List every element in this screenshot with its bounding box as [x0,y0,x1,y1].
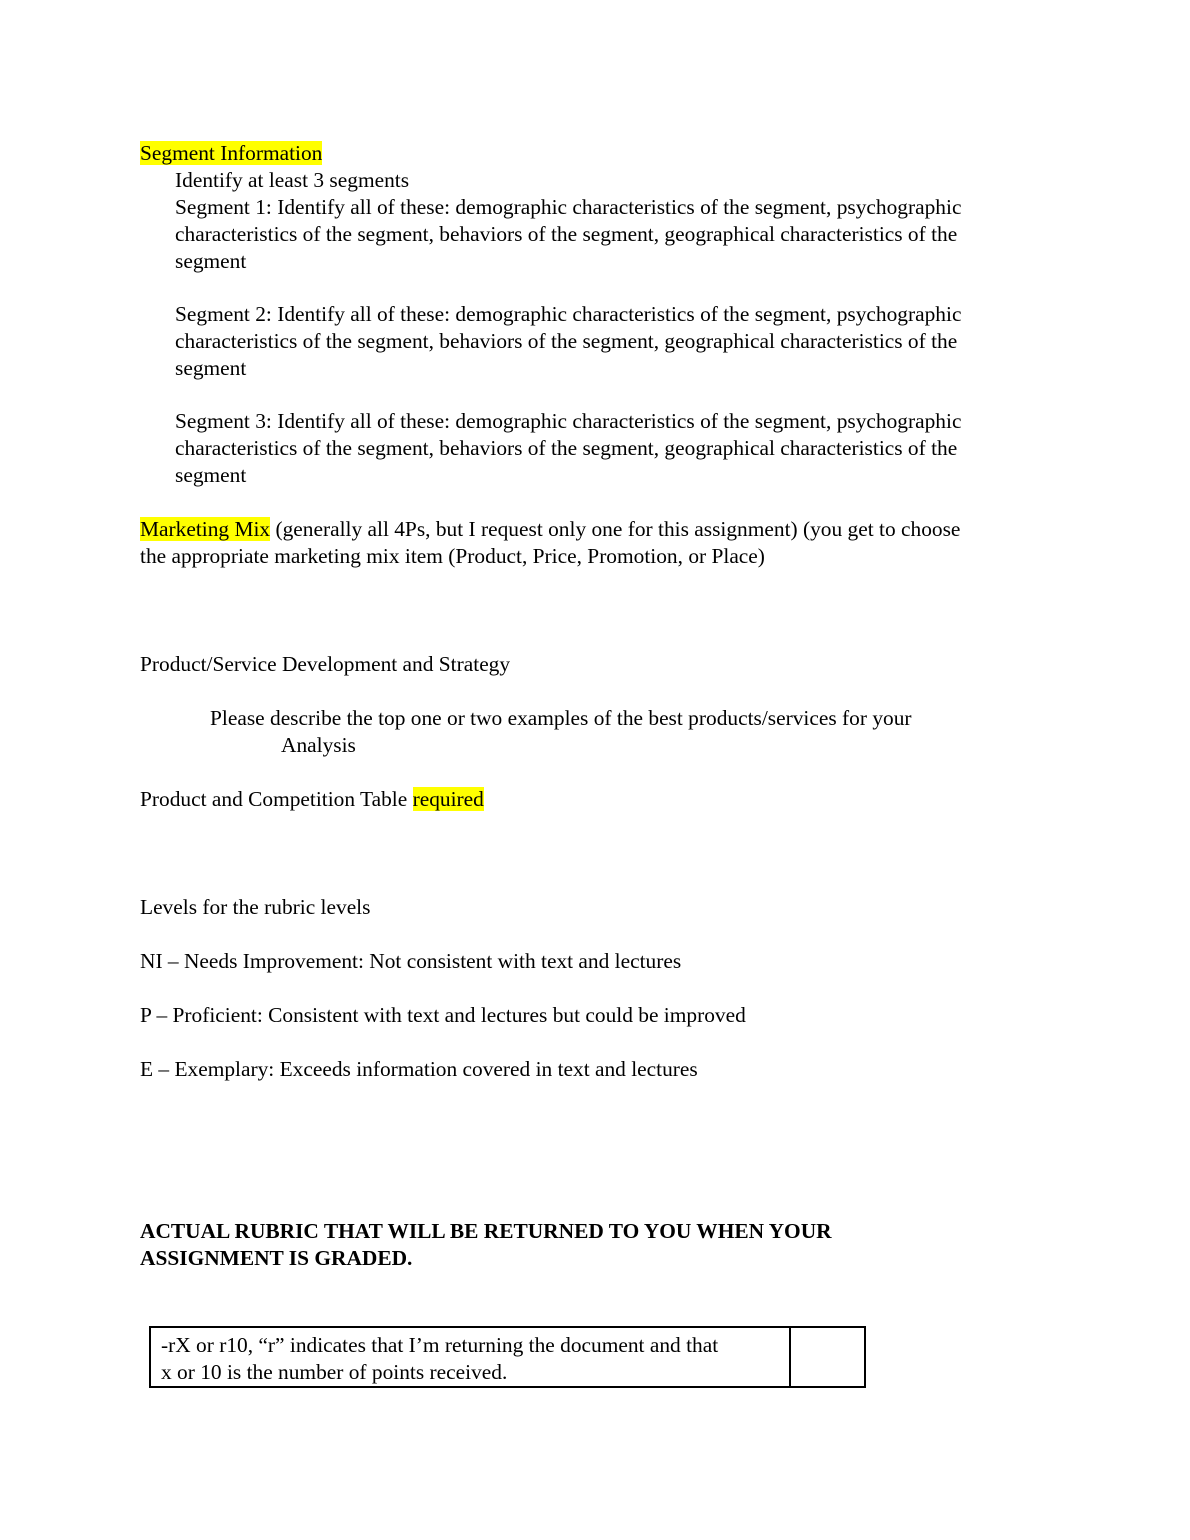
marketing-mix-rest: (generally all 4Ps, but I request only one for this assignment) (you get to choose [270,517,961,541]
rubric-score-cell[interactable] [791,1328,864,1386]
product-table-label: Product and Competition Table [140,787,413,811]
segment-1-line1: Segment 1: Identify all of these: demographic characteristics of the segment, psychographic [175,195,962,219]
marketing-mix-heading: Marketing Mix [140,517,271,541]
rubric-heading-line1: ACTUAL RUBRIC THAT WILL BE RETURNED TO YOU WHEN YOUR [140,1219,832,1243]
product-desc-line1: Please describe the top one or two examples of the best products/services for your [210,706,912,730]
rubric-cell-line2: x or 10 is the number of points received. [161,1360,508,1384]
segment-1-line3: segment [175,249,247,273]
segment-heading [140,140,322,167]
marketing-mix-line2: the appropriate marketing mix item (Product, Price, Promotion, or Place) [140,544,765,568]
segment-1-line2: characteristics of the segment, behaviors of the segment, geographical characteristics of the [175,222,958,246]
segment-2-line1: Segment 2: Identify all of these: demographic characteristics of the segment, psychographic [175,302,962,326]
segment-2-line2: characteristics of the segment, behaviors of the segment, geographical characteristics of the [175,329,958,353]
rubric-cell-line1: -rX or r10, “r” indicates that I’m returning the document and that [161,1333,719,1357]
level-e: E – Exemplary: Exceeds information covered in text and lectures [140,1057,698,1081]
required-highlight: required [412,787,484,811]
segment-3-line1: Segment 3: Identify all of these: demographic characteristics of the segment, psychographic [175,409,962,433]
segment-3-line2: characteristics of the segment, behaviors of the segment, geographical characteristics of the [175,436,958,460]
segment-2-line3: segment [175,356,247,380]
rubric-table [149,1326,866,1388]
segment-intro: Identify at least 3 segments [175,168,410,192]
level-p: P – Proficient: Consistent with text and lectures but could be improved [140,1003,746,1027]
levels-heading: Levels for the rubric levels [140,895,371,919]
rubric-heading-line2: ASSIGNMENT IS GRADED. [140,1246,413,1270]
product-table-line [140,786,484,813]
rubric-description-cell [151,1328,791,1386]
segment-3-line3: segment [175,463,247,487]
marketing-mix-line1 [140,516,960,543]
level-ni: NI – Needs Improvement: Not consistent with text and lectures [140,949,682,973]
segment-heading-highlight: Segment Information [140,141,323,165]
product-heading: Product/Service Development and Strategy [140,652,511,676]
product-desc-line2: Analysis [281,733,356,757]
